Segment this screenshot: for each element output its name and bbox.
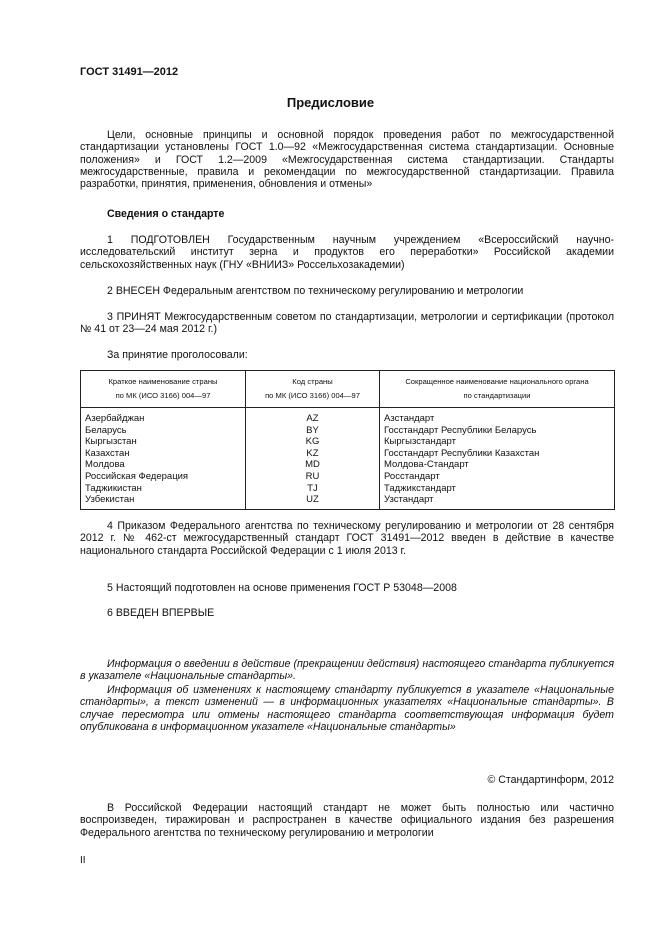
table-row: [81, 459, 615, 471]
cell-organization: Госстандарт Республики Беларусь: [380, 425, 615, 437]
copyright-notice: © Стандартинформ, 2012: [487, 774, 614, 786]
info-heading: Сведения о стандарте: [107, 208, 225, 220]
column-header-code: Код страны по МК (ИСО 3166) 004—97: [246, 371, 380, 408]
column-header-organization: Сокращенное наименование национального органа по стандартизации: [380, 371, 615, 408]
table-row: [81, 408, 615, 425]
page-number: II: [80, 855, 86, 866]
cell-organization: Узстандарт: [380, 494, 615, 509]
cell-organization: Росстандарт: [380, 471, 615, 483]
item-3-paragraph: 3 ПРИНЯТ Межгосударственным советом по стандартизации, метрологии и сертификации (протокол № 41 от 23—24 мая 2012 г.): [80, 311, 614, 336]
cell-country: Беларусь: [81, 425, 246, 437]
item-2-paragraph: 2 ВНЕСЕН Федеральным агентством по техническому регулированию и метрологии: [107, 285, 524, 297]
cell-country: Российская Федерация: [81, 471, 246, 483]
cell-code: BY: [246, 425, 380, 437]
item-6-paragraph: 6 ВВЕДЕН ВПЕРВЫЕ: [107, 607, 215, 619]
cell-country: Узбекистан: [81, 494, 246, 509]
cell-code: AZ: [246, 408, 380, 425]
table-header-row: [81, 371, 615, 408]
document-code: ГОСТ 31491—2012: [80, 66, 179, 78]
cell-code: TJ: [246, 483, 380, 495]
cell-country: Молдова: [81, 459, 246, 471]
table-row: [81, 425, 615, 437]
item-1-paragraph: 1 ПОДГОТОВЛЕН Государственным научным учреждением «Всероссийский научно-исследовательский институт зерна и продуктов его переработки» Российской академии сельскохозяйственных наук (ГНУ «ВНИИЗ» Россельхозакадемии): [80, 234, 614, 271]
cell-country: Казахстан: [81, 448, 246, 460]
table-row: [81, 494, 615, 509]
table-row: [81, 448, 615, 460]
cell-organization: Госстандарт Республики Казахстан: [380, 448, 615, 460]
cell-code: UZ: [246, 494, 380, 509]
cell-organization: Таджикстандарт: [380, 483, 615, 495]
cell-code: MD: [246, 459, 380, 471]
column-header-country: Краткое наименование страны по МК (ИСО 3166) 004—97: [81, 371, 246, 408]
member-states-table: [80, 370, 615, 510]
cell-country: Кыргызстан: [81, 436, 246, 448]
legal-notice: В Российской Федерации настоящий стандарт не может быть полностью или частично воспроизведен, тиражирован и распространен в качестве официального издания без разрешения Федерального агентства по техническому регулированию и метрологии: [80, 802, 614, 839]
item-5-paragraph: 5 Настоящий подготовлен на основе применения ГОСТ Р 53048—2008: [107, 582, 457, 594]
cell-country: Таджикистан: [81, 483, 246, 495]
cell-code: RU: [246, 471, 380, 483]
cell-code: KZ: [246, 448, 380, 460]
cell-organization: Кыргызстандарт: [380, 436, 615, 448]
cell-organization: Молдова-Стандарт: [380, 459, 615, 471]
table-row: [81, 471, 615, 483]
page-title: Предисловие: [286, 95, 375, 110]
notice-paragraph-1: Информация о введении в действие (прекращении действия) настоящего стандарта публикуется в указателе «Национальные стандарты».: [80, 658, 614, 683]
item-4-paragraph: 4 Приказом Федерального агентства по техническому регулированию и метрологии от 28 сентября 2012 г. № 462-ст межгосударственный стандарт ГОСТ 31491—2012 введен в действие в качестве национального стандарта Российской Федерации с 1 июля 2013 г.: [80, 520, 614, 557]
intro-paragraph: Цели, основные принципы и основной порядок проведения работ по межгосударственной стандартизации установлены ГОСТ 1.0—92 «Межгосударственная система стандартизации. Основные положения» и ГОСТ 1.2—2009 «Межгосударственная система стандартизации. Стандарты межгосударственные, правила и рекомендации по межгосударственной стандартизации. Правила разработки, принятия, применения, обновления и отмены»: [80, 129, 614, 191]
cell-organization: Азстандарт: [380, 408, 615, 425]
table-row: [81, 436, 615, 448]
cell-code: KG: [246, 436, 380, 448]
voted-label: За принятие проголосовали:: [107, 349, 248, 361]
notice-paragraph-2: Информация об изменениях к настоящему стандарту публикуется в указателе «Национальные стандарты», а текст изменений — в информационных указателях «Национальные стандарты». В случае пересмотра или отмены настоящего стандарта соответствующая информация будет опубликована в информационном указателе «Национальные стандарты»: [80, 684, 614, 733]
cell-country: Азербайджан: [81, 408, 246, 425]
table-row: [81, 483, 615, 495]
